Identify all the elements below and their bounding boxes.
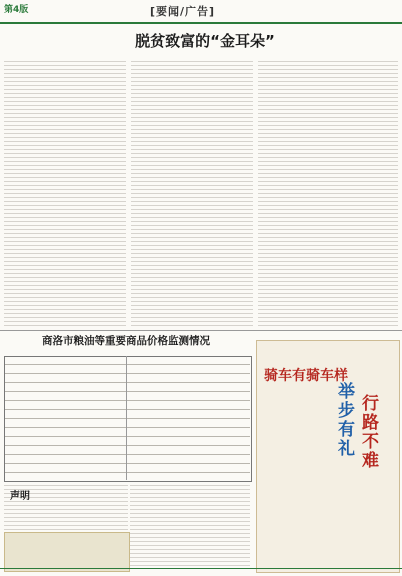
- price-table-divider: [126, 356, 127, 480]
- poster-slogan-right: 行路不难: [362, 394, 379, 471]
- poster-slogan-left: 举步有礼: [338, 382, 355, 459]
- article-column-1: [4, 58, 126, 328]
- section-title: [要闻/广告]: [150, 5, 216, 18]
- section-divider: [0, 330, 402, 331]
- advertisement-box: [4, 532, 130, 572]
- article-column-3: [258, 58, 398, 328]
- page-number: 第4版: [4, 5, 29, 15]
- price-table-border: [4, 356, 252, 482]
- notice-heading: 声明: [10, 491, 30, 502]
- article-headline: 脱贫致富的“金耳朵”: [135, 32, 275, 50]
- price-section-title: 商洛市粮油等重要商品价格监测情况: [42, 335, 210, 347]
- price-notes-column-2: [130, 482, 250, 568]
- poster-title: 骑车有骑车样: [264, 368, 348, 384]
- article-column-2: [131, 58, 253, 328]
